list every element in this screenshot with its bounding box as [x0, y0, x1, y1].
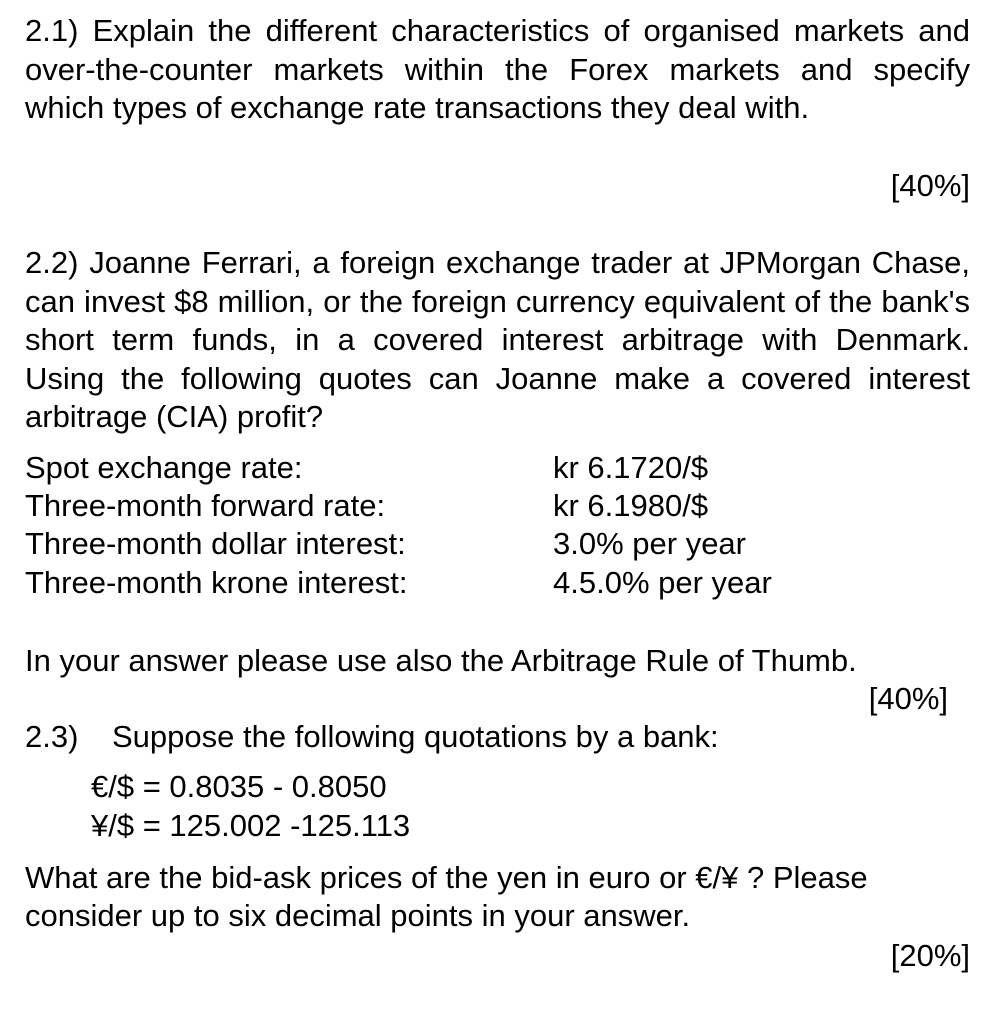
question-2-2-weight: [40%] — [868, 681, 948, 716]
question-2-2-note: In your answer please use also the Arbitrage Rule of Thumb. — [25, 643, 857, 678]
question-2-3-heading — [25, 718, 719, 757]
question-2-3-weight: [20%] — [890, 938, 970, 973]
quote-row-krone-interest — [25, 564, 825, 602]
question-2-2-text: 2.2) Joanne Ferrari, a foreign exchange trader at JPMorgan Chase, can invest $8 million, or the foreign currency equivalent of the bank's short term funds, in a covered interest arbitrage with Denmark. Using the following quotes can Joanne make a covered interest arbitrage (CIA) profit? — [25, 245, 970, 434]
quote-label: Spot exchange rate: — [25, 450, 303, 485]
quote-row-spot — [25, 449, 825, 487]
quote-value: 3.0% per year — [553, 526, 746, 561]
question-2-1-text: 2.1) Explain the different characteristics of organised markets and over-the-counter markets within the Forex markets and specify which types of exchange rate transactions they deal with. — [25, 13, 970, 125]
yen-dollar-quote: ¥/$ = 125.002 -125.113 — [91, 808, 411, 843]
quote-value: kr 6.1980/$ — [553, 488, 709, 523]
quote-label: Three-month forward rate: — [25, 488, 386, 523]
question-2-1-weight: [40%] — [890, 168, 970, 203]
quote-label: Three-month dollar interest: — [25, 526, 406, 561]
euro-dollar-quote: €/$ = 0.8035 - 0.8050 — [91, 769, 387, 804]
quote-value: kr 6.1720/$ — [553, 450, 709, 485]
quote-row-dollar-interest — [25, 525, 825, 563]
quote-label: Three-month krone interest: — [25, 565, 408, 600]
question-2-3-text-line-1: What are the bid-ask prices of the yen in euro or €/¥ ? Please — [25, 860, 868, 895]
quote-value: 4.5.0% per year — [553, 565, 772, 600]
question-2-3-number: 2.3) — [25, 719, 79, 754]
quote-row-forward — [25, 487, 825, 525]
question-2-3-heading-text: Suppose the following quotations by a bank: — [112, 719, 719, 754]
question-2-3-text-line-2: consider up to six decimal points in your answer. — [25, 898, 691, 933]
